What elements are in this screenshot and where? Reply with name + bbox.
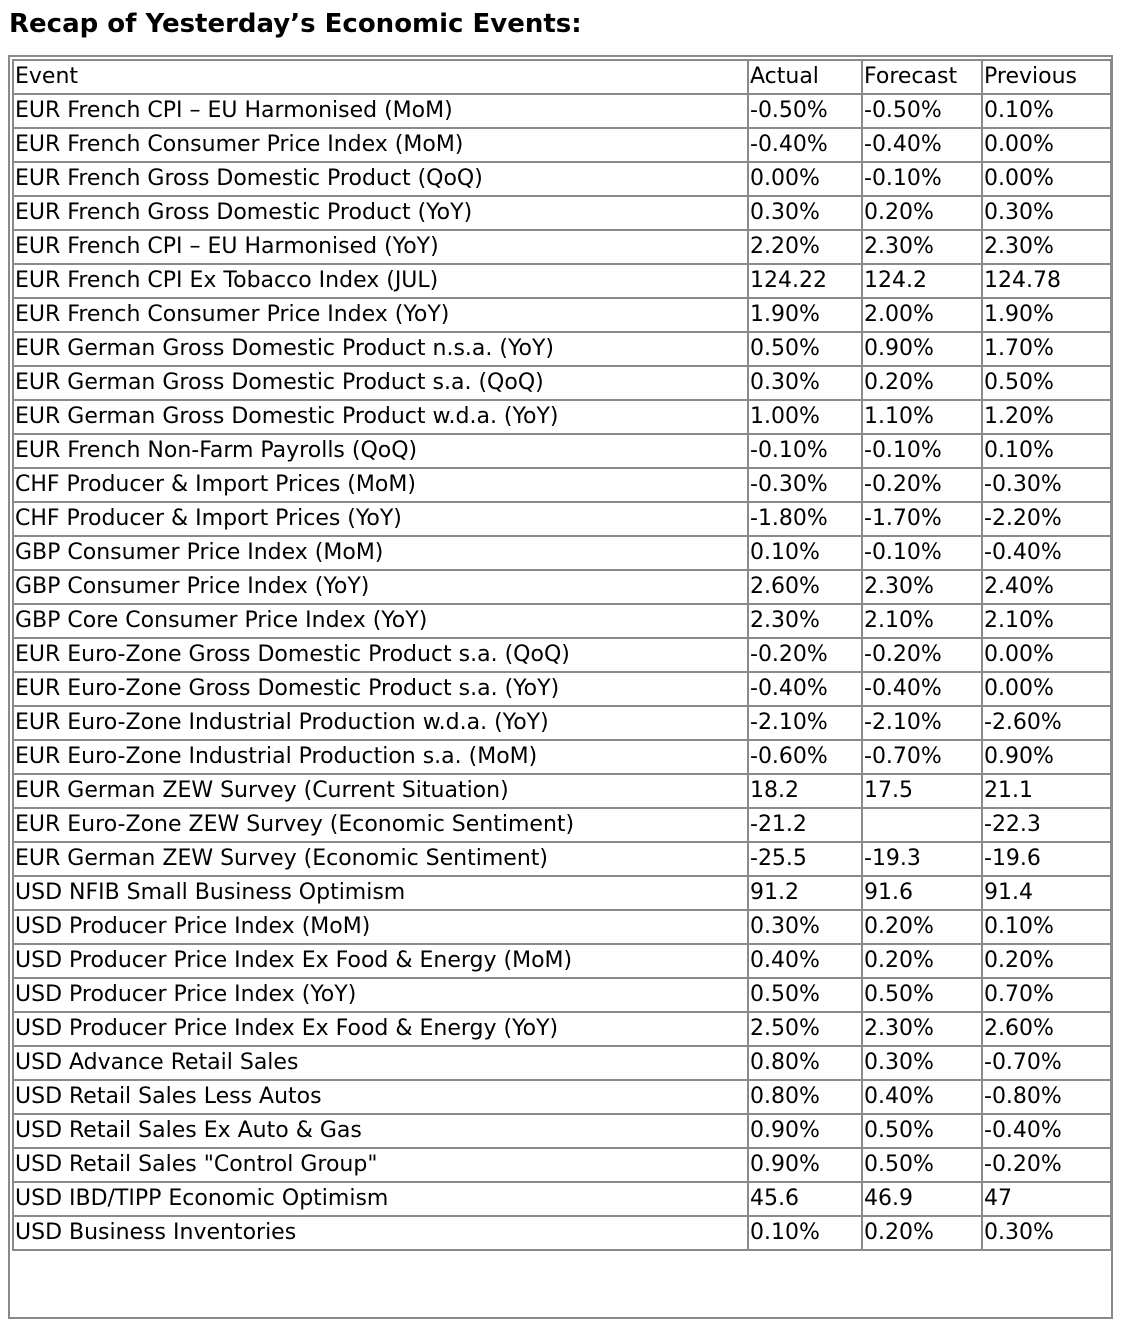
forecast-cell: 0.50% <box>862 1148 982 1182</box>
actual-cell: 0.30% <box>748 366 862 400</box>
event-cell: EUR Euro-Zone Industrial Production w.d.a. (YoY) <box>13 706 748 740</box>
event-cell: USD IBD/TIPP Economic Optimism <box>13 1182 748 1216</box>
table-row <box>13 162 1111 196</box>
forecast-cell <box>862 808 982 842</box>
table-body <box>13 94 1111 1250</box>
event-cell: EUR French CPI – EU Harmonised (YoY) <box>13 230 748 264</box>
forecast-cell: 0.90% <box>862 332 982 366</box>
actual-cell: 0.80% <box>748 1080 862 1114</box>
previous-cell: 2.10% <box>982 604 1111 638</box>
previous-cell: 0.30% <box>982 1216 1111 1250</box>
event-cell: USD Producer Price Index (YoY) <box>13 978 748 1012</box>
table-row <box>13 468 1111 502</box>
event-cell: USD Producer Price Index Ex Food & Energy (YoY) <box>13 1012 748 1046</box>
forecast-cell: -0.50% <box>862 94 982 128</box>
event-cell: EUR German Gross Domestic Product s.a. (QoQ) <box>13 366 748 400</box>
event-cell: CHF Producer & Import Prices (YoY) <box>13 502 748 536</box>
column-header-forecast: Forecast <box>862 60 982 94</box>
table-row <box>13 264 1111 298</box>
event-cell: EUR German Gross Domestic Product n.s.a. (YoY) <box>13 332 748 366</box>
event-cell: EUR German Gross Domestic Product w.d.a. (YoY) <box>13 400 748 434</box>
actual-cell: -0.50% <box>748 94 862 128</box>
table-header-row <box>13 60 1111 94</box>
actual-cell: -2.10% <box>748 706 862 740</box>
event-cell: GBP Consumer Price Index (YoY) <box>13 570 748 604</box>
actual-cell: 0.10% <box>748 1216 862 1250</box>
table-row <box>13 1216 1111 1250</box>
event-cell: GBP Core Consumer Price Index (YoY) <box>13 604 748 638</box>
actual-cell: 2.30% <box>748 604 862 638</box>
event-cell: EUR German ZEW Survey (Economic Sentiment) <box>13 842 748 876</box>
previous-cell: -0.80% <box>982 1080 1111 1114</box>
forecast-cell: -0.10% <box>862 162 982 196</box>
column-header-actual: Actual <box>748 60 862 94</box>
forecast-cell: 2.00% <box>862 298 982 332</box>
event-cell: EUR French CPI Ex Tobacco Index (JUL) <box>13 264 748 298</box>
forecast-cell: -0.20% <box>862 638 982 672</box>
forecast-cell: -1.70% <box>862 502 982 536</box>
previous-cell: -19.6 <box>982 842 1111 876</box>
forecast-cell: -0.10% <box>862 434 982 468</box>
table-row <box>13 298 1111 332</box>
table-row <box>13 196 1111 230</box>
previous-cell: 0.00% <box>982 128 1111 162</box>
event-cell: USD Retail Sales "Control Group" <box>13 1148 748 1182</box>
table-row <box>13 842 1111 876</box>
actual-cell: -21.2 <box>748 808 862 842</box>
event-cell: USD Producer Price Index (MoM) <box>13 910 748 944</box>
actual-cell: 1.00% <box>748 400 862 434</box>
forecast-cell: 0.50% <box>862 1114 982 1148</box>
event-cell: GBP Consumer Price Index (MoM) <box>13 536 748 570</box>
actual-cell: 91.2 <box>748 876 862 910</box>
previous-cell: 0.10% <box>982 94 1111 128</box>
event-cell: USD NFIB Small Business Optimism <box>13 876 748 910</box>
table-row <box>13 434 1111 468</box>
forecast-cell: -0.70% <box>862 740 982 774</box>
actual-cell: 0.30% <box>748 196 862 230</box>
actual-cell: 0.00% <box>748 162 862 196</box>
economic-events-table <box>12 59 1112 1251</box>
forecast-cell: 0.20% <box>862 1216 982 1250</box>
previous-cell: 1.70% <box>982 332 1111 366</box>
table-row <box>13 502 1111 536</box>
event-cell: CHF Producer & Import Prices (MoM) <box>13 468 748 502</box>
event-cell: EUR French Consumer Price Index (MoM) <box>13 128 748 162</box>
previous-cell: 0.20% <box>982 944 1111 978</box>
event-cell: EUR Euro-Zone ZEW Survey (Economic Sentiment) <box>13 808 748 842</box>
table-row <box>13 944 1111 978</box>
actual-cell: -1.80% <box>748 502 862 536</box>
actual-cell: 0.30% <box>748 910 862 944</box>
previous-cell: -0.70% <box>982 1046 1111 1080</box>
actual-cell: 0.90% <box>748 1114 862 1148</box>
table-row <box>13 1012 1111 1046</box>
event-cell: EUR French Non-Farm Payrolls (QoQ) <box>13 434 748 468</box>
table-row <box>13 808 1111 842</box>
previous-cell: 0.50% <box>982 366 1111 400</box>
table-row <box>13 332 1111 366</box>
table-row <box>13 230 1111 264</box>
actual-cell: 2.20% <box>748 230 862 264</box>
previous-cell: -2.20% <box>982 502 1111 536</box>
table-row <box>13 400 1111 434</box>
table-row <box>13 876 1111 910</box>
forecast-cell: 0.20% <box>862 196 982 230</box>
forecast-cell: 2.10% <box>862 604 982 638</box>
forecast-cell: 0.20% <box>862 910 982 944</box>
event-cell: USD Producer Price Index Ex Food & Energy (MoM) <box>13 944 748 978</box>
actual-cell: 0.80% <box>748 1046 862 1080</box>
previous-cell: 47 <box>982 1182 1111 1216</box>
table-row <box>13 672 1111 706</box>
previous-cell: -0.20% <box>982 1148 1111 1182</box>
column-header-previous: Previous <box>982 60 1111 94</box>
forecast-cell: 0.20% <box>862 366 982 400</box>
event-cell: EUR German ZEW Survey (Current Situation) <box>13 774 748 808</box>
table-row <box>13 638 1111 672</box>
event-cell: USD Retail Sales Ex Auto & Gas <box>13 1114 748 1148</box>
events-table-frame <box>8 55 1113 1319</box>
previous-cell: -22.3 <box>982 808 1111 842</box>
table-row <box>13 978 1111 1012</box>
previous-cell: 0.00% <box>982 672 1111 706</box>
actual-cell: -0.20% <box>748 638 862 672</box>
actual-cell: 0.40% <box>748 944 862 978</box>
event-cell: EUR French Consumer Price Index (YoY) <box>13 298 748 332</box>
event-cell: EUR French Gross Domestic Product (QoQ) <box>13 162 748 196</box>
forecast-cell: 124.2 <box>862 264 982 298</box>
table-row <box>13 94 1111 128</box>
actual-cell: -0.30% <box>748 468 862 502</box>
event-cell: EUR Euro-Zone Gross Domestic Product s.a. (YoY) <box>13 672 748 706</box>
table-row <box>13 1080 1111 1114</box>
event-cell: EUR French CPI – EU Harmonised (MoM) <box>13 94 748 128</box>
previous-cell: 0.00% <box>982 162 1111 196</box>
actual-cell: 0.90% <box>748 1148 862 1182</box>
table-row <box>13 128 1111 162</box>
table-row <box>13 1182 1111 1216</box>
column-header-event: Event <box>13 60 748 94</box>
table-row <box>13 740 1111 774</box>
previous-cell: 0.30% <box>982 196 1111 230</box>
previous-cell: -0.40% <box>982 536 1111 570</box>
previous-cell: 0.10% <box>982 434 1111 468</box>
actual-cell: -0.60% <box>748 740 862 774</box>
event-cell: USD Advance Retail Sales <box>13 1046 748 1080</box>
previous-cell: 2.60% <box>982 1012 1111 1046</box>
actual-cell: 45.6 <box>748 1182 862 1216</box>
event-cell: EUR Euro-Zone Gross Domestic Product s.a. (QoQ) <box>13 638 748 672</box>
table-row <box>13 1148 1111 1182</box>
actual-cell: 2.60% <box>748 570 862 604</box>
forecast-cell: -0.40% <box>862 672 982 706</box>
table-row <box>13 1114 1111 1148</box>
forecast-cell: -0.20% <box>862 468 982 502</box>
previous-cell: -2.60% <box>982 706 1111 740</box>
previous-cell: 0.10% <box>982 910 1111 944</box>
forecast-cell: 0.20% <box>862 944 982 978</box>
actual-cell: 1.90% <box>748 298 862 332</box>
event-cell: EUR Euro-Zone Industrial Production s.a. (MoM) <box>13 740 748 774</box>
forecast-cell: 46.9 <box>862 1182 982 1216</box>
table-row <box>13 366 1111 400</box>
actual-cell: -25.5 <box>748 842 862 876</box>
page-title: Recap of Yesterday’s Economic Events: <box>9 9 582 39</box>
table-row <box>13 604 1111 638</box>
forecast-cell: -19.3 <box>862 842 982 876</box>
forecast-cell: 2.30% <box>862 1012 982 1046</box>
forecast-cell: 0.40% <box>862 1080 982 1114</box>
forecast-cell: -0.10% <box>862 536 982 570</box>
previous-cell: 0.90% <box>982 740 1111 774</box>
previous-cell: -0.30% <box>982 468 1111 502</box>
actual-cell: -0.40% <box>748 128 862 162</box>
actual-cell: 2.50% <box>748 1012 862 1046</box>
forecast-cell: -2.10% <box>862 706 982 740</box>
event-cell: EUR French Gross Domestic Product (YoY) <box>13 196 748 230</box>
forecast-cell: 91.6 <box>862 876 982 910</box>
forecast-cell: 1.10% <box>862 400 982 434</box>
previous-cell: -0.40% <box>982 1114 1111 1148</box>
table-row <box>13 910 1111 944</box>
forecast-cell: 0.30% <box>862 1046 982 1080</box>
forecast-cell: 0.50% <box>862 978 982 1012</box>
previous-cell: 2.40% <box>982 570 1111 604</box>
actual-cell: 0.50% <box>748 332 862 366</box>
table-row <box>13 536 1111 570</box>
previous-cell: 21.1 <box>982 774 1111 808</box>
table-row <box>13 706 1111 740</box>
table-row <box>13 774 1111 808</box>
actual-cell: 18.2 <box>748 774 862 808</box>
previous-cell: 1.90% <box>982 298 1111 332</box>
actual-cell: -0.40% <box>748 672 862 706</box>
actual-cell: 0.50% <box>748 978 862 1012</box>
previous-cell: 0.00% <box>982 638 1111 672</box>
actual-cell: 0.10% <box>748 536 862 570</box>
forecast-cell: 2.30% <box>862 230 982 264</box>
event-cell: USD Retail Sales Less Autos <box>13 1080 748 1114</box>
previous-cell: 124.78 <box>982 264 1111 298</box>
forecast-cell: 2.30% <box>862 570 982 604</box>
actual-cell: -0.10% <box>748 434 862 468</box>
previous-cell: 91.4 <box>982 876 1111 910</box>
event-cell: USD Business Inventories <box>13 1216 748 1250</box>
actual-cell: 124.22 <box>748 264 862 298</box>
table-row <box>13 570 1111 604</box>
forecast-cell: 17.5 <box>862 774 982 808</box>
previous-cell: 2.30% <box>982 230 1111 264</box>
previous-cell: 1.20% <box>982 400 1111 434</box>
previous-cell: 0.70% <box>982 978 1111 1012</box>
table-row <box>13 1046 1111 1080</box>
forecast-cell: -0.40% <box>862 128 982 162</box>
